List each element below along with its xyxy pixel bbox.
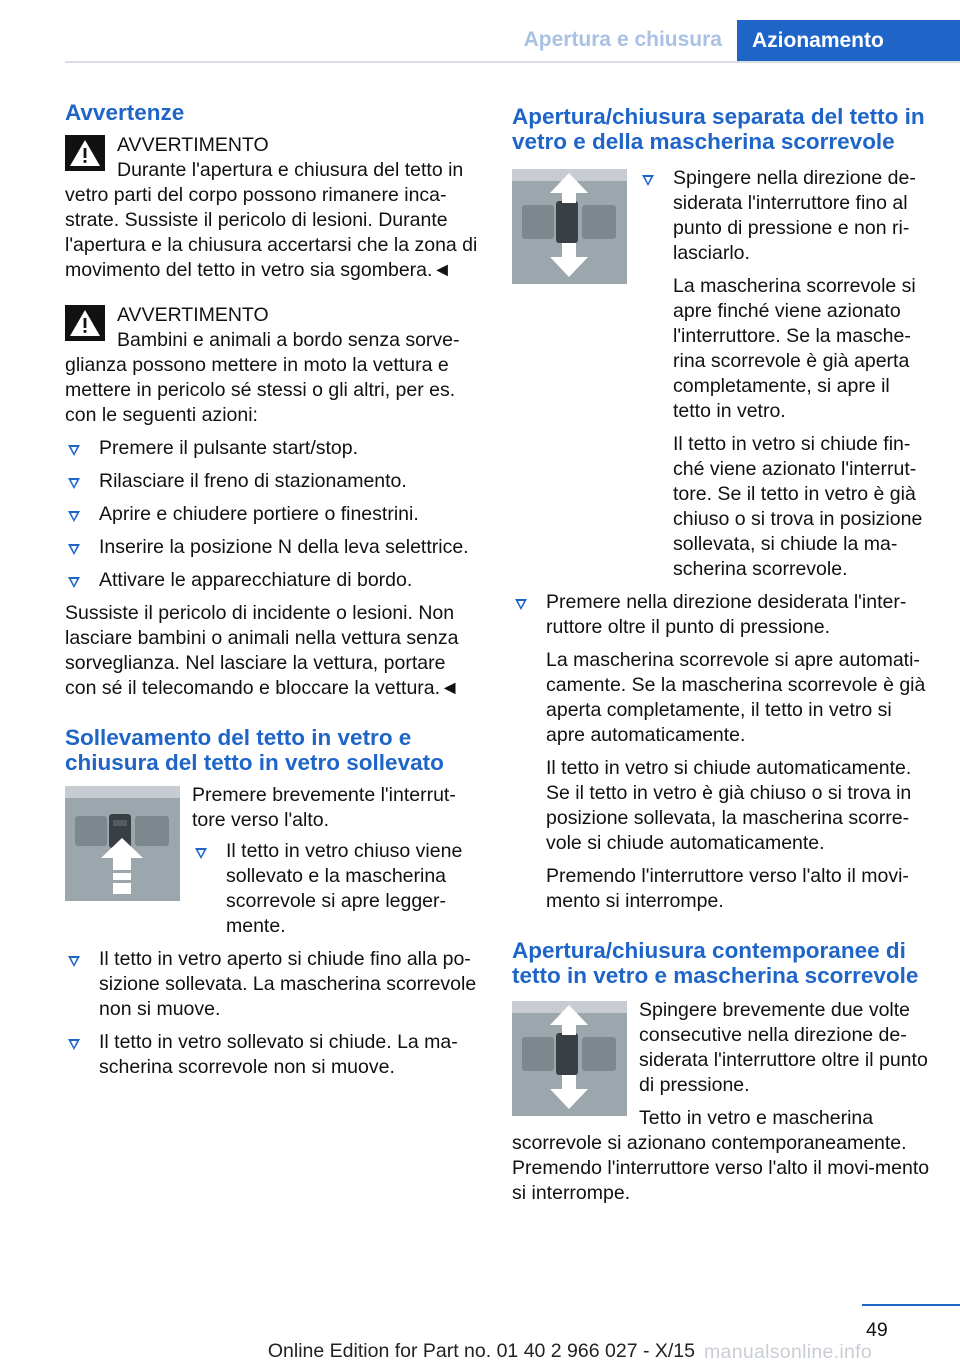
list-item: Premere il pulsante start/stop. — [65, 436, 480, 461]
bullet-triangle-icon — [68, 956, 80, 967]
separate-heading: Apertura/chiusura separata del tetto in vetro e della mascherina scorrevole — [512, 104, 925, 154]
simultaneous-p2: Tetto in vetro e mascherina scorrevole si azionano contemporaneamente. Premendo l'interruttore verso l'alto il movi-mento si interrompe. — [512, 1107, 930, 1204]
bullet-triangle-icon — [68, 445, 80, 456]
list-item: Il tetto in vetro aperto si chiude fino alla po-sizione sollevata. La mascherina scorrevole non si muove. — [65, 947, 480, 1022]
warning-2-list — [65, 436, 480, 593]
list-item: Spingere nella direzione de-siderata l'interruttore fino al punto di pressione e non ri-lasciarlo. La mascherina scorrevole si apre finché viene azionato l'interruttore. Se la masche-rina scorrevole è già aperta completamente, si apre il tetto in vetro. Il tetto in vetro si chiude fin-ché viene azionato l'interrut-tore. Se il tetto in vetro è già chiuso o si trova in posizione sollevata, si chiude la ma-scherina scorrevole. — [639, 166, 930, 582]
switch-both-figure — [512, 169, 627, 284]
right-column — [512, 104, 930, 1206]
warning-icon — [65, 305, 105, 341]
bullet-triangle-icon — [68, 544, 80, 555]
simultaneous-p1: Spingere brevemente due volte consecutive nella direzione de-siderata l'interruttore oltre il punto di pressione. — [639, 999, 928, 1096]
header-rule — [65, 61, 960, 63]
raise-list — [65, 947, 480, 1080]
simultaneous-heading: Apertura/chiusura contemporanee di tetto in vetro e mascherina scorrevole — [512, 938, 919, 988]
warning-2-text: Bambini e animali a bordo senza sorve-glianza possono mettere in moto la vettura e mettere in pericolo sé stessi o gli altri, per es. con le seguenti azioni: — [65, 329, 460, 426]
bullet-triangle-icon — [515, 599, 527, 610]
bullet-triangle-icon — [68, 1039, 80, 1050]
header-section-title: Apertura e chiusura — [523, 28, 722, 51]
list-item: Il tetto in vetro chiuso viene sollevato e la mascherina scorrevole si apre legger-mente. — [192, 839, 480, 939]
warning-2 — [65, 303, 480, 701]
header-tab: Azionamento — [737, 20, 960, 63]
watermark: manualsonline.info — [704, 1341, 873, 1363]
page-number: 49 — [866, 1319, 888, 1341]
switch-both-figure — [512, 1001, 627, 1116]
separate-section — [512, 166, 930, 914]
avvertenze-heading: Avvertenze — [65, 100, 185, 125]
bullet-triangle-icon — [195, 848, 207, 859]
simultaneous-section — [512, 998, 930, 1206]
separate-list — [512, 590, 930, 914]
footer-rule — [862, 1304, 960, 1306]
list-item: Attivare le apparecchiature di bordo. — [65, 568, 480, 593]
warning-2-conclusion: Sussiste il pericolo di incidente o lesioni. Non lasciare bambini o animali nella vettura senza sorveglianza. Nel lasciare la vettura, portare con sé il telecomando e bloccare la vettura.◄ — [65, 602, 460, 699]
raise-heading: Sollevamento del tetto in vetro e chiusura del tetto in vetro sollevato — [65, 725, 444, 775]
list-item: Premere nella direzione desiderata l'inter-ruttore oltre il punto di pressione. La mascherina scorrevole si apre automati-camente. Se la mascherina scorrevole è già aperta completamente, il tetto in vetro si apre automaticamente. Il tetto in vetro si chiude automaticamente. Se il tetto in vetro è già chiuso o si trova in posizione sollevata, la mascherina scorre-vole si chiude automaticamente. Premendo l'interruttore verso l'alto il movi-mento si interrompe. — [512, 590, 930, 914]
list-item: Inserire la posizione N della leva selettrice. — [65, 535, 480, 560]
list-item: Aprire e chiudere portiere o finestrini. — [65, 502, 480, 527]
warning-1 — [65, 133, 480, 283]
list-item: Rilasciare il freno di stazionamento. — [65, 469, 480, 494]
raise-nested-list — [192, 839, 480, 939]
warning-1-label: AVVERTIMENTO — [117, 134, 269, 156]
warning-icon — [65, 135, 105, 171]
bullet-triangle-icon — [642, 175, 654, 186]
switch-up-figure — [65, 786, 180, 901]
list-item: Il tetto in vetro sollevato si chiude. La ma-scherina scorrevole non si muove. — [65, 1030, 480, 1080]
raise-intro: Premere brevemente l'interrut-tore verso l'alto. — [192, 784, 456, 831]
bullet-triangle-icon — [68, 511, 80, 522]
left-column — [65, 100, 480, 1088]
separate-nested-list — [639, 166, 930, 582]
bullet-triangle-icon — [68, 577, 80, 588]
warning-2-label: AVVERTIMENTO — [117, 304, 269, 326]
bullet-triangle-icon — [68, 478, 80, 489]
edition-note: Online Edition for Part no. 01 40 2 966 027 - X/15 — [267, 1340, 695, 1362]
warning-1-text: Durante l'apertura e chiusura del tetto in vetro parti del corpo possono rimanere inca-strate. Sussiste il pericolo di lesioni. Durante l'apertura e la chiusura accertarsi che la zona di movimento del tetto in vetro sia sgombera.◄ — [65, 159, 478, 281]
raise-section — [65, 783, 480, 1080]
